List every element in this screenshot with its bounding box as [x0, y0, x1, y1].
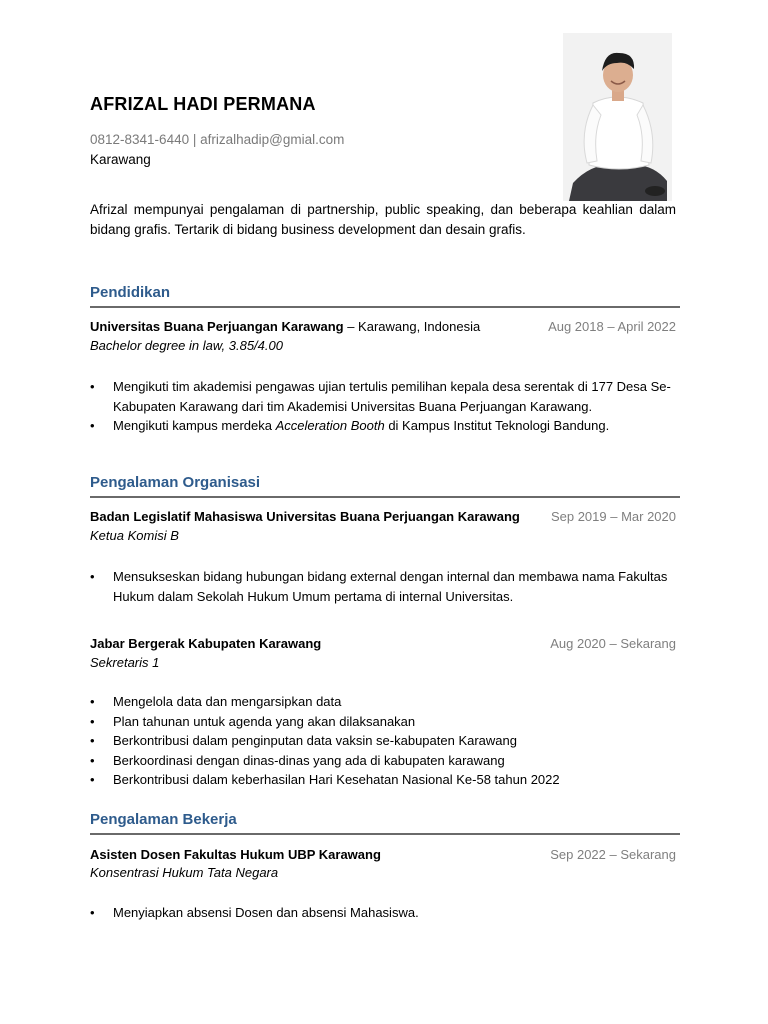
education-institution-line [90, 319, 480, 334]
education-header-row [90, 319, 676, 334]
city: Karawang [90, 152, 151, 167]
profile-photo [563, 33, 672, 201]
organization-bullets [90, 567, 680, 606]
work-position: Asisten Dosen Fakultas Hukum UBP Karawang [90, 847, 381, 862]
list-item [90, 567, 680, 606]
bullet-text: Berkoordinasi dengan dinas-dinas yang ada di kabupaten karawang [113, 752, 505, 768]
profile-summary: Afrizal mempunyai pengalaman di partnership, public speaking, dan beberapa keahlian dalam bidang grafis. Tertarik di bidang business development dan desain grafis. [90, 202, 676, 237]
bullet-icon: • [90, 905, 95, 920]
bullet-text: Mengikuti tim akademisi pengawas ujian tertulis pemilihan kepala desa serentak di 177 Desa Se-Kabupaten Karawang dari tim Akademisi Universitas Buana Perjuangan Karawang. [113, 379, 671, 414]
organization-date: Aug 2020 – Sekarang [550, 636, 676, 651]
education-bullets [90, 377, 680, 436]
work-concentration: Konsentrasi Hukum Tata Negara [90, 865, 279, 880]
list-item [90, 377, 680, 416]
bullet-text: Plan tahunan untuk agenda yang akan dilaksanakan [113, 713, 416, 729]
list-item [90, 731, 680, 751]
section-title-organization: Pengalaman Organisasi [90, 474, 261, 491]
organization-date: Sep 2019 – Mar 2020 [550, 509, 676, 524]
work-bullets [90, 903, 680, 923]
list-item [90, 751, 680, 771]
bullet-text: Mengelola data dan mengarsipkan data [113, 694, 342, 709]
section-title-education: Pendidikan [90, 284, 171, 301]
candidate-name: AFRIZAL HADI PERMANA [90, 94, 316, 114]
list-item [90, 770, 680, 790]
work-date: Sep 2022 – Sekarang [550, 847, 676, 862]
organization-name: Jabar Bergerak Kabupaten Karawang [90, 636, 322, 651]
organization-role: Sekretaris 1 [90, 655, 160, 670]
organization-bullets [90, 692, 680, 790]
bullet-icon: • [90, 418, 95, 433]
work-header-row [90, 847, 676, 862]
section-divider [90, 496, 680, 498]
bullet-icon: • [90, 772, 95, 787]
bullet-icon: • [90, 752, 95, 768]
bullet-text-post: di Kampus Institut Teknologi Bandung. [384, 418, 610, 433]
list-item [90, 903, 680, 923]
bullet-icon: • [90, 569, 95, 584]
person-photo-illustration [563, 33, 672, 201]
bullet-text: Berkontribusi dalam keberhasilan Hari Kesehatan Nasional Ke-58 tahun 2022 [113, 772, 560, 787]
section-title-work: Pengalaman Bekerja [90, 811, 237, 828]
bullet-icon: • [90, 694, 95, 709]
section-divider [90, 306, 680, 308]
bullet-icon: • [90, 733, 95, 748]
organization-name: Badan Legislatif Mahasiswa Universitas Buana Perjuangan Karawang [90, 509, 520, 524]
bullet-text: Berkontribusi dalam penginputan data vaksin se-kabupaten Karawang [113, 733, 517, 748]
bullet-icon: • [90, 713, 95, 729]
bullet-text: Menyiapkan absensi Dosen dan absensi Mahasiswa. [113, 905, 419, 920]
education-institution: Universitas Buana Perjuangan Karawang [90, 319, 344, 334]
bullet-text-pre: Mengikuti kampus merdeka [113, 418, 276, 433]
contact-info: 0812-8341-6440 | afrizalhadip@gmial.com [90, 132, 345, 147]
education-degree: Bachelor degree in law, 3.85/4.00 [90, 338, 283, 353]
bullet-icon: • [90, 379, 95, 394]
list-item [90, 416, 680, 436]
list-item [90, 692, 680, 712]
education-location: – Karawang, Indonesia [343, 319, 481, 334]
bullet-text: Mensukseskan bidang hubungan bidang external dengan internal dan membawa nama Fakultas Hukum dalam Sekolah Hukum Umum pertama di internal Universitas. [113, 569, 668, 604]
organization-header-row [90, 509, 676, 524]
bullet-text-emphasis: Acceleration Booth [275, 418, 385, 433]
organization-header-row [90, 636, 676, 651]
list-item [90, 712, 680, 732]
education-date: Aug 2018 – April 2022 [548, 319, 676, 334]
section-divider [90, 833, 680, 835]
organization-role: Ketua Komisi B [90, 528, 179, 543]
